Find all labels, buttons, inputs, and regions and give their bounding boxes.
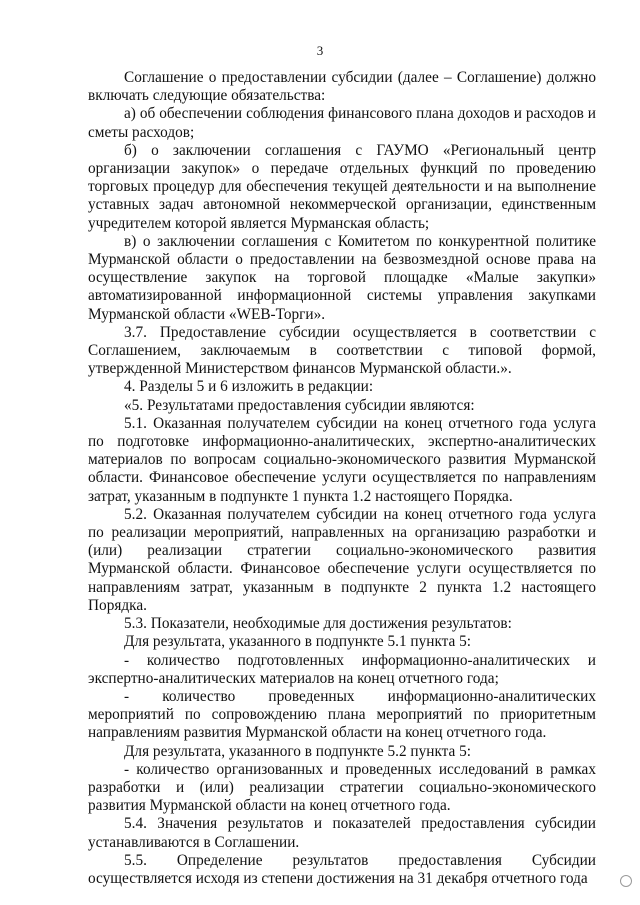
paragraph-5-1: 5.1. Оказанная получателем субсидии на конец отчетного года услуга по подготовке информационно-аналитических, экспертно-аналитических материалов по вопросам социально-экономического развития Мурманской области. Финансовое обеспечение услуги осуществляется по направлениям затрат, указанным в подпункте 1 пункта 1.2 настоящего Порядка. (88, 414, 596, 505)
paragraph-5-2: 5.2. Оказанная получателем субсидии на конец отчетного года услуга по реализации мероприятий, направленных на организацию разработки и (или) реализации стратегии социально-экономического развития Мурманской области. Финансовое обеспечение услуги осуществляется по направлениям затрат, указанным в подпункте 2 пункта 1.2 настоящего Порядка. (88, 505, 596, 614)
paragraph-5-heading: «5. Результатами предоставления субсидии являются: (124, 396, 475, 414)
paragraph-agreement-obligations: Соглашение о предоставлении субсидии (далее – Соглашение) должно включать следующие обязательства: (88, 69, 596, 105)
paragraph-item-a: а) об обеспечении соблюдения финансового плана доходов и расходов и сметы расходов; (88, 105, 596, 141)
paragraph-5-5: 5.5. Определение результатов предоставления Субсидии осуществляется исходя из степени достижения на 31 декабря отчетного года (88, 851, 596, 887)
paragraph-5-4: 5.4. Значения результатов и показателей предоставления субсидии устанавливаются в Соглашении. (88, 815, 596, 851)
paragraph-4: 4. Разделы 5 и 6 изложить в редакции: (124, 378, 374, 396)
paragraph-item-b: б) о заключении соглашения с ГАУМО «Региональный центр организации закупок» о передаче отдельных функций по проведению торговых процедур для обеспечения текущей деятельности и на выполнение уставных задач автономной некоммерческой организации, единственным учредителем которой является Мурманская область; (88, 141, 596, 232)
paragraph-result-5-1: Для результата, указанного в подпункте 5.1 пункта 5: (124, 633, 472, 651)
paragraph-indicator-materials: - количество подготовленных информационно-аналитических и экспертно-аналитических материалов на конец отчетного года; (88, 651, 596, 687)
paragraph-indicator-research: - количество организованных и проведенных исследований в рамках разработки и (или) реализации стратегии социально-экономического развития Мурманской области на конец отчетного года. (88, 760, 596, 815)
paragraph-indicator-events: - количество проведенных информационно-аналитических мероприятий по сопровождению плана мероприятий по приоритетным направлениям развития Мурманской области на конец отчетного года. (88, 687, 596, 742)
paragraph-3-7: 3.7. Предоставление субсидии осуществляется в соответствии с Соглашением, заключаемым в соответствии с типовой формой, утвержденной Министерством финансов Мурманской области.». (88, 323, 596, 378)
paragraph-item-v: в) о заключении соглашения с Комитетом по конкурентной политике Мурманской области о предоставлении на безвозмездной основе права на осуществление закупок на торговой площадке «Малые закупки» автоматизированной информационной системы управления закупками Мурманской области «WEB-Торги». (88, 232, 596, 323)
paragraph-result-5-2: Для результата, указанного в подпункте 5.2 пункта 5: (124, 742, 472, 760)
document-body (88, 69, 596, 888)
paragraph-5-3: 5.3. Показатели, необходимые для достижения результатов: (124, 615, 512, 633)
page-number: 3 (316, 43, 324, 58)
scan-mark-icon (620, 875, 632, 887)
